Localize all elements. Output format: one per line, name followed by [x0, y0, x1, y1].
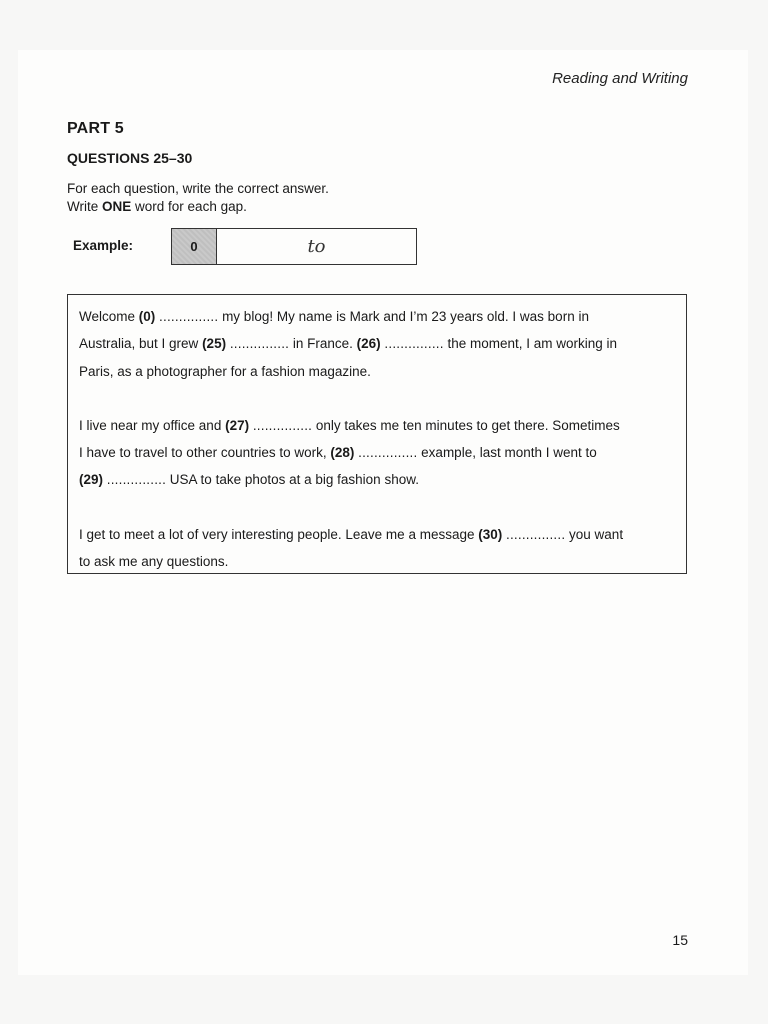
instructions — [67, 180, 329, 216]
passage-text: my blog! My name is Mark and I’m 23 years old. I was born in — [218, 309, 589, 324]
page-number: 15 — [672, 932, 688, 948]
passage-text: only takes me ten minutes to get there. Sometimes — [312, 417, 620, 433]
passage-text: in France. — [289, 336, 357, 352]
passage-text: example, last month I went to — [417, 445, 597, 461]
passage-text: Welcome — [79, 309, 139, 324]
passage-text: USA to take photos at a big fashion show. — [166, 472, 419, 488]
gap-dots: ............... — [384, 336, 444, 352]
instruction-line-2 — [67, 198, 329, 216]
example-number: 0 — [172, 229, 217, 264]
gap-29: (29) — [79, 472, 104, 488]
passage-text: Paris, as a photographer for a fashion magazine. — [79, 363, 371, 379]
gap-30: (30) — [478, 526, 503, 542]
questions-title: QUESTIONS 25–30 — [67, 150, 193, 166]
gap-28: (28) — [330, 445, 355, 461]
gap-dots: ............... — [159, 309, 219, 324]
instruction-text: Write — [67, 199, 103, 214]
passage-text: I have to travel to other countries to work, — [79, 445, 331, 461]
gap-27: (27) — [225, 417, 250, 433]
passage-paragraph-1 — [79, 303, 675, 385]
passage-box — [67, 294, 687, 574]
passage-paragraph-2 — [79, 412, 675, 494]
example-box — [171, 228, 417, 265]
passage-text: you want — [565, 526, 624, 542]
passage-text: Australia, but I grew — [79, 336, 203, 352]
instruction-line-1: For each question, write the correct answer. — [67, 181, 329, 196]
example-answer: to — [307, 236, 326, 257]
gap-25: (25) — [202, 336, 227, 352]
example-label: Example: — [73, 238, 134, 253]
passage-text: the moment, I am working in — [443, 336, 618, 352]
gap-dots: ............... — [506, 526, 566, 542]
part-title: PART 5 — [67, 120, 124, 137]
gap-dots: ............... — [358, 445, 418, 461]
passage-text: I get to meet a lot of very interesting people. Leave me a message — [79, 526, 479, 542]
instruction-emphasis: ONE — [102, 199, 132, 214]
passage-text: I live near my office and — [79, 417, 226, 433]
gap-dots: ............... — [252, 417, 313, 433]
gap-26: (26) — [356, 336, 381, 352]
gap-dots: ............... — [106, 472, 167, 488]
instruction-text: word for each gap. — [131, 199, 247, 214]
section-label: Reading and Writing — [552, 70, 688, 87]
gap-0: (0) — [138, 309, 156, 324]
passage-paragraph-3 — [79, 521, 675, 576]
gap-dots: ............... — [229, 336, 290, 352]
passage-text: to ask me any questions. — [79, 554, 229, 570]
